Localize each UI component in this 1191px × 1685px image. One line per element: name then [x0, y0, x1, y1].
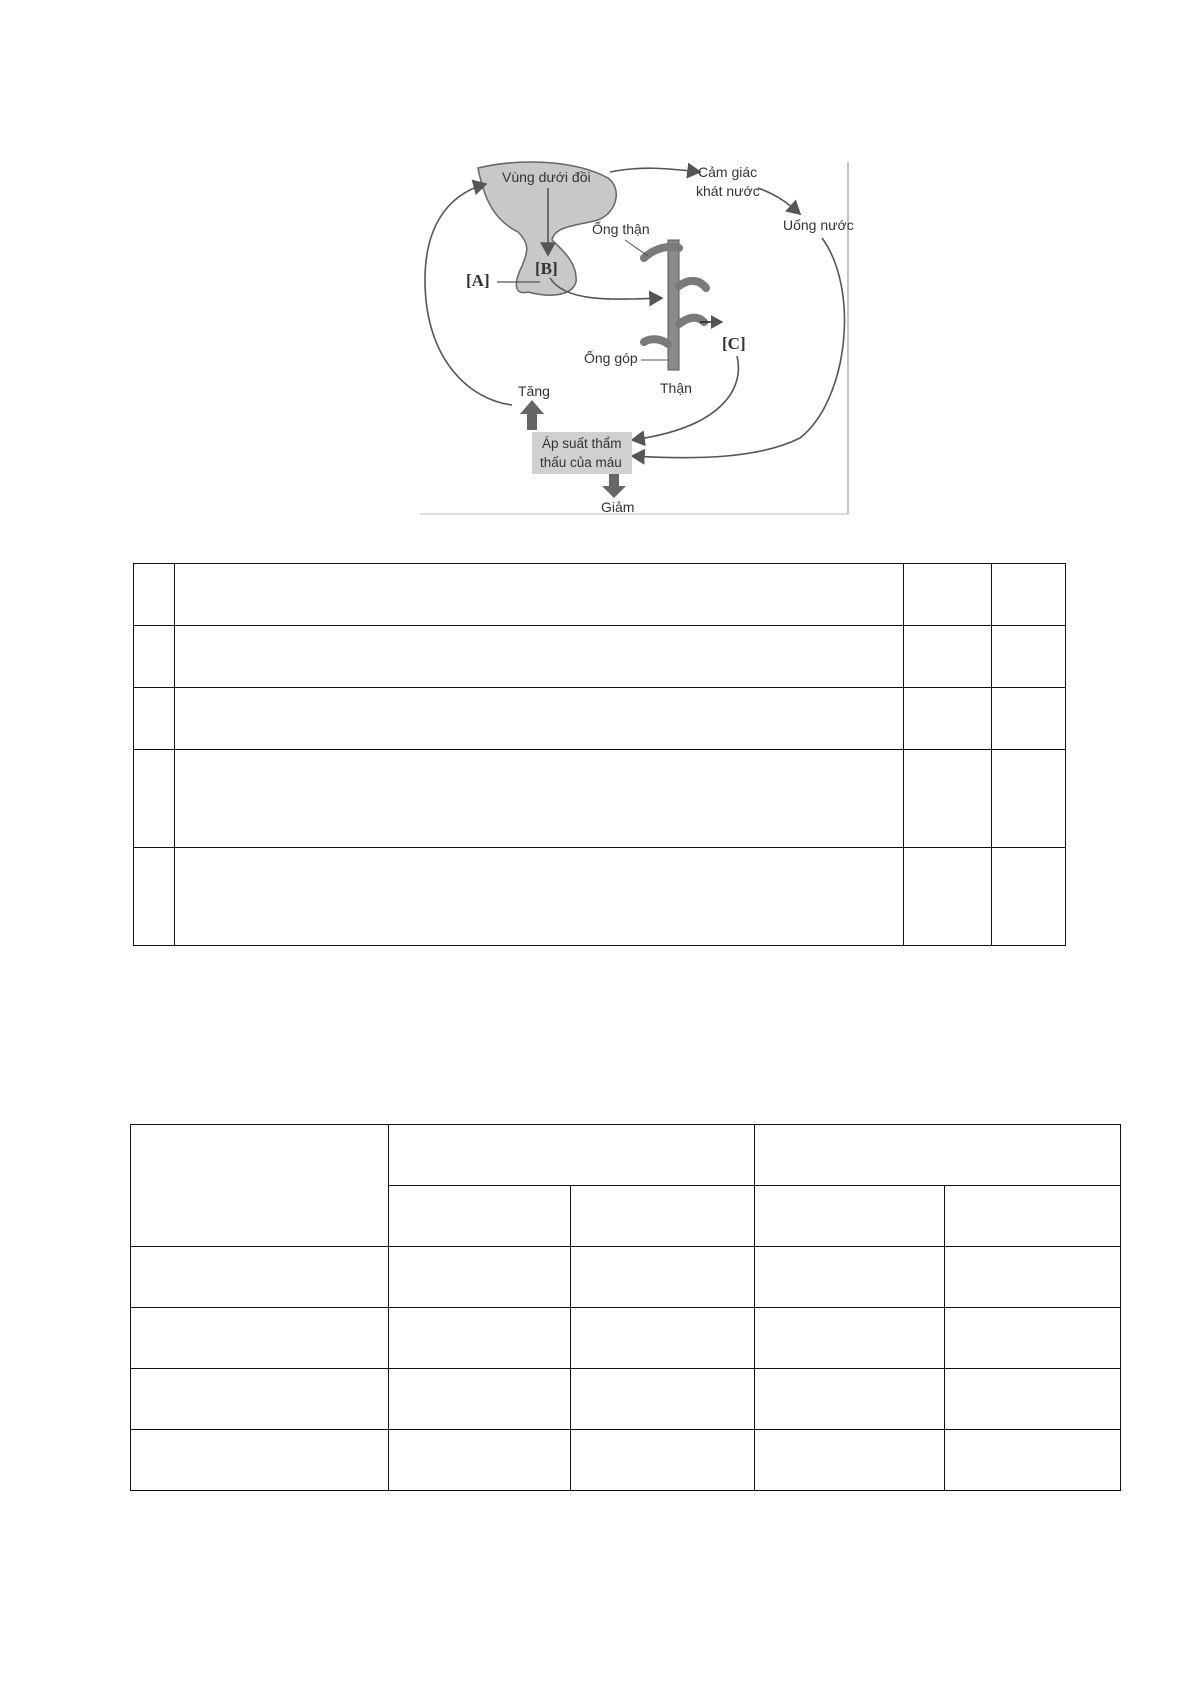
- table-cell: [992, 750, 1066, 848]
- table-cell: [131, 1247, 389, 1308]
- drink-water-label: Uống nước: [783, 217, 854, 233]
- table-cell: [134, 688, 175, 750]
- table-row: [131, 1369, 1121, 1430]
- marker-c: [C]: [722, 334, 746, 353]
- marker-a: [A]: [466, 271, 490, 290]
- increase-label: Tăng: [518, 383, 550, 399]
- table-cell: [755, 1369, 945, 1430]
- table-cell: [945, 1430, 1121, 1491]
- data-table: [130, 1124, 1121, 1491]
- table-cell: [389, 1369, 571, 1430]
- table-cell: [904, 564, 992, 626]
- marker-b: [B]: [535, 259, 558, 278]
- table-cell: [945, 1247, 1121, 1308]
- true-false-table: [133, 563, 1066, 946]
- table-row: [134, 688, 1066, 750]
- table-cell: [389, 1247, 571, 1308]
- table-cell: [992, 564, 1066, 626]
- collecting-duct-shape: [668, 240, 679, 370]
- table-cell: [389, 1430, 571, 1491]
- table-cell: [992, 848, 1066, 946]
- hypothalamus-label: Vùng dưới đồi: [502, 169, 591, 185]
- table-cell: [175, 848, 904, 946]
- table-cell: [571, 1369, 755, 1430]
- table-cell: [131, 1369, 389, 1430]
- table-cell: [945, 1186, 1121, 1247]
- table-cell: [175, 626, 904, 688]
- table-row: [131, 1308, 1121, 1369]
- table-cell: [904, 688, 992, 750]
- table-cell: [131, 1430, 389, 1491]
- blood-osmotic-label-1: Áp suất thẩm: [542, 436, 622, 451]
- table-cell: [571, 1308, 755, 1369]
- increase-arrow-icon: [520, 400, 544, 430]
- table-cell: [389, 1186, 571, 1247]
- table-row: [134, 564, 1066, 626]
- table-cell: [571, 1247, 755, 1308]
- renal-tubule-label: Ống thận: [592, 221, 650, 237]
- table-cell: [175, 750, 904, 848]
- table-cell: [571, 1430, 755, 1491]
- table-cell: [992, 688, 1066, 750]
- kidney-label: Thận: [660, 380, 692, 396]
- table-cell: [134, 750, 175, 848]
- table-cell: [134, 626, 175, 688]
- table-cell: [755, 1125, 1121, 1186]
- table-cell: [904, 626, 992, 688]
- table-row: [134, 750, 1066, 848]
- blood-osmotic-label-2: thấu của máu: [540, 455, 622, 470]
- collecting-duct-label: Ống góp: [584, 350, 638, 366]
- table-row: [131, 1430, 1121, 1491]
- thirst-label-2: khát nước: [696, 183, 760, 199]
- table-header-row: [131, 1125, 1121, 1186]
- table-cell: [134, 564, 175, 626]
- table-cell: [389, 1308, 571, 1369]
- table-cell: [134, 848, 175, 946]
- table-cell: [992, 626, 1066, 688]
- decrease-arrow-icon: [602, 474, 626, 498]
- table-cell: [755, 1430, 945, 1491]
- table-cell: [131, 1308, 389, 1369]
- table-cell: [755, 1186, 945, 1247]
- table-cell: [175, 564, 904, 626]
- table-row: [134, 848, 1066, 946]
- table-row: [131, 1247, 1121, 1308]
- table-cell: [571, 1186, 755, 1247]
- table-cell: [755, 1308, 945, 1369]
- table-row: [134, 626, 1066, 688]
- table-cell: [131, 1125, 389, 1247]
- hormone-feedback-diagram: [0, 0, 1191, 530]
- decrease-label: Giảm: [601, 499, 635, 515]
- table-cell: [945, 1369, 1121, 1430]
- table-cell: [389, 1125, 755, 1186]
- table-cell: [175, 688, 904, 750]
- table-cell: [755, 1247, 945, 1308]
- table-cell: [904, 848, 992, 946]
- thirst-label-1: Cảm giác: [698, 164, 758, 180]
- table-cell: [904, 750, 992, 848]
- table-cell: [945, 1308, 1121, 1369]
